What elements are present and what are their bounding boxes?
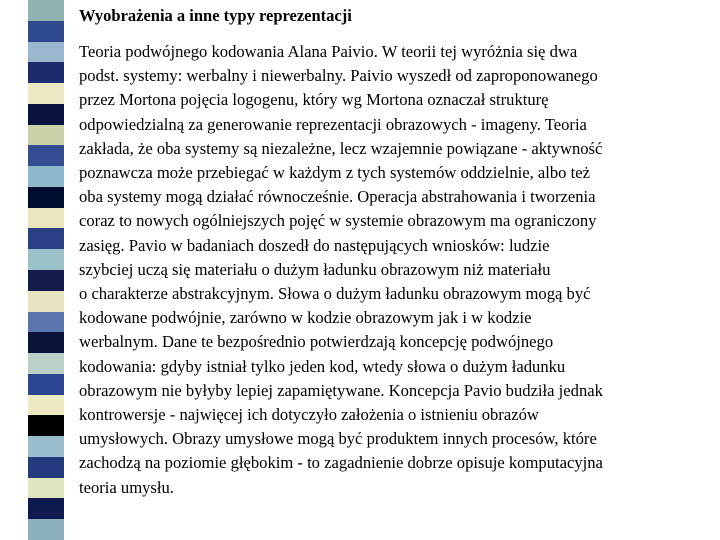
body-text-line: werbalnym. Dane te bezpośrednio potwierdzają koncepcję podwójnego [79, 332, 554, 352]
stripe-block [28, 166, 64, 187]
body-text-line: zakłada, że oba systemy są niezależne, lecz wzajemnie powiązane - aktywność [79, 138, 603, 158]
stripe-block [28, 0, 64, 21]
stripe-block [28, 519, 64, 540]
stripe-block [28, 187, 64, 208]
stripe-block [28, 415, 64, 436]
stripe-block [28, 125, 64, 146]
body-text-line: coraz to nowych ogólniejszych pojęć w systemie obrazowym ma ograniczony [79, 211, 597, 231]
stripe-block [28, 395, 64, 416]
body-text-line: przez Mortona pojęcia logogenu, który wg Mortona oznaczał strukturę [79, 90, 549, 110]
body-text-line: oba systemy mogą działać równocześnie. Operacja abstrahowania i tworzenia [79, 187, 596, 207]
decorative-stripe-bar [28, 0, 64, 540]
stripe-block [28, 145, 64, 166]
body-text-line: Teoria podwójnego kodowania Alana Paivio. W teorii tej wyróżnia się dwa [79, 42, 578, 61]
body-text-line: odpowiedzialną za generowanie reprezentacji obrazowych - imageny. Teoria [79, 114, 587, 134]
stripe-block [28, 249, 64, 270]
body-text-line: podst. systemy: werbalny i niewerbalny. Paivio wyszedł od zaproponowanego [79, 66, 598, 86]
body-text-line: kodowane podwójnie, zarówno w kodzie obrazowym jak i w kodzie [79, 308, 532, 328]
body-text-line: umysłowych. Obrazy umysłowe mogą być produktem innych procesów, które [79, 429, 597, 449]
body-text-line: szybciej uczą się materiału o dużym ładunku obrazowym niż materiału [79, 259, 551, 279]
stripe-block [28, 291, 64, 312]
body-text-line: teoria umysłu. [79, 477, 174, 497]
body-text-line: zasięg. Pavio w badaniach doszedł do następujących wniosków: ludzie [79, 235, 550, 255]
stripe-block [28, 83, 64, 104]
stripe-block [28, 478, 64, 499]
stripe-block [28, 21, 64, 42]
body-text-line: poznawcza może przebiegać w każdym z tych systemów oddzielnie, albo też [79, 163, 590, 183]
body-text-line: kontrowersje - najwięcej ich dotyczyło założenia o istnieniu obrazów [79, 405, 539, 425]
stripe-block [28, 270, 64, 291]
stripe-block [28, 374, 64, 395]
body-text-line: kodowania: gdyby istniał tylko jeden kod, wtedy słowa o dużym ładunku [79, 356, 566, 376]
stripe-block [28, 436, 64, 457]
body-text-line: obrazowym nie byłyby lepiej zapamiętywane. Koncepcja Pavio budziła jednak [79, 380, 603, 400]
stripe-block [28, 42, 64, 63]
stripe-block [28, 62, 64, 83]
slide-body [79, 40, 715, 500]
body-text-line: zachodzą na poziomie głębokim - to zagadnienie dobrze opisuje komputacyjna [79, 453, 603, 473]
stripe-block [28, 228, 64, 249]
stripe-block [28, 498, 64, 519]
stripe-block [28, 312, 64, 333]
stripe-block [28, 332, 64, 353]
stripe-block [28, 208, 64, 229]
stripe-block [28, 104, 64, 125]
stripe-block [28, 353, 64, 374]
slide-title: Wyobrażenia a inne typy reprezentacji [79, 6, 352, 25]
body-text-line: o charakterze abstrakcyjnym. Słowa o dużym ładunku obrazowym mogą być [79, 284, 591, 304]
stripe-block [28, 457, 64, 478]
